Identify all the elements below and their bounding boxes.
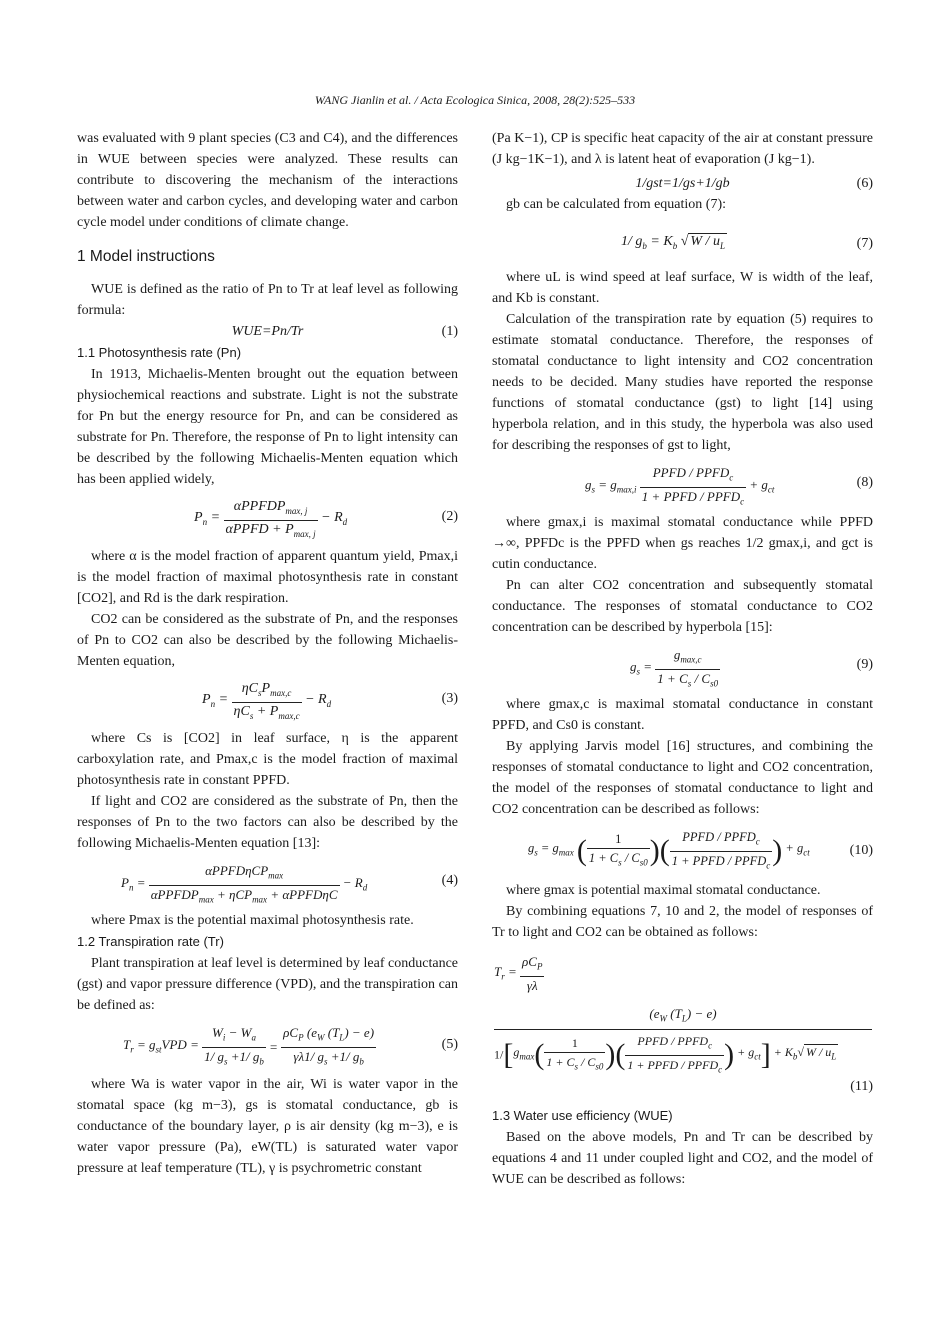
running-header: WANG Jianlin et al. / Acta Ecologica Sinica, 2008, 28(2):525–533 [314,93,636,107]
equation-4-number: (4) [441,873,458,888]
left-column [77,128,458,1179]
equation-4 [77,860,458,904]
equation-6 [492,173,873,194]
equation-5-number: (5) [441,1037,458,1052]
equation-11 [492,949,873,1099]
equation-10-formula: $g_s = g_{max}$ ( $\frac{1}{1 + C_s / C_{s0}}$ )( $\frac{PPFD / PPFD_c}{1 + PPFD / PPFD_c}$ ) + $g_{ct}$ [528,830,810,870]
subsection-heading-photosynthesis: 1.1 Photosynthesis rate (Pn) [77,345,242,360]
paragraph-co2-stomatal: Pn can alter CO2 concentration and subsequently stomatal conductance. The responses of stomatal conductance to CO2 concentration can be described by hyperbola [15]: [492,578,873,635]
equation-9-formula: $g_s$ = $\frac{g_{max,c}}{1 + C_s / C_{s0}}$ [630,647,719,689]
paragraph-eq7-definitions: where uL is wind speed at leaf surface, W is width of the leaf, and Kb is constant. [492,270,873,306]
equation-3-number: (3) [441,691,458,706]
section-heading-model-instructions: 1 Model instructions [77,248,215,265]
equation-11-formula: $T_r$ = $\frac{\rho C_P}{\gamma\lambda}$ ($e_W$ $(T_L) - e$) $1/[g_{max}$( $\frac{1}{1 + C_s / C_{s0}}$ )( $\frac{PPFD / PPFD_c}{1 + PPFD / PPFD_c}$ ) + $g_{ct}] + K_b√$ W / $u_L$ [494,953,872,1078]
paragraph-pmax-definition: where Pmax is the potential maximal photosynthesis rate. [91,913,414,928]
equation-10 [492,826,873,874]
paragraph-combining-equations: By combining equations 7, 10 and 2, the model of responses of Tr to light and CO2 can be obtained as follows: [492,904,873,940]
paragraph-continued-units: (Pa K−1), CP is specific heat capacity of the air at constant pressure (J kg−1K−1), and λ is latent heat of evaporation (J kg−1). [492,131,873,167]
paragraph-jarvis-model: By applying Jarvis model [16] structures, and combining the responses of stomatal conductance to light and CO2 concentration, the model of the responses of stomatal conductance to light and CO2 concentration can be described as follows: [492,739,873,817]
equation-9-number: (9) [856,657,873,672]
equation-8-formula: $g_s = g_{max,i}$ $\frac{PPFD / PPFD_c}{1 + PPFD / PPFD_c}$ + $g_{ct}$ [585,465,775,507]
paragraph-transpiration-intro: Plant transpiration at leaf level is determined by leaf conductance (gst) and vapor pressure difference (VPD), and the transpiration can be defined as: [77,956,458,1013]
subsection-heading-transpiration: 1.2 Transpiration rate (Tr) [77,934,224,949]
equation-10-number: (10) [849,843,873,858]
equation-1 [77,321,458,342]
equation-2-formula: $P_n$ = $\frac{\alpha PPFDP_{max, j}}{\alpha PPFD + P_{max, j}}$ − $R_d$ [194,499,348,539]
equation-2-number: (2) [441,509,458,524]
equation-3-formula: $P_n$ = $\frac{\eta C_sP_{max,c}}{\eta C_s + P_{max,c}}$ − $R_d$ [202,681,332,721]
paragraph-eq3-definitions: where Cs is [CO2] in leaf surface, η is the apparent carboxylation rate, and Pmax,c is the model fraction of maximal photosynthesis rate in constant PPFD. [77,731,458,788]
paragraph-wue-model: Based on the above models, Pn and Tr can be described by equations 4 and 11 under coupled light and CO2, and the model of WUE can be described as follows: [492,1130,873,1187]
paragraph-eq2-definitions: where α is the model fraction of apparent quantum yield, Pmax,i is the model fraction of maximal photosynthesis rate in constant [CO2], and Rd is the dark respiration. [77,549,458,606]
equation-8 [492,462,873,506]
paragraph-gb-calc: gb can be calculated from equation (7): [506,197,727,212]
equation-6-number: (6) [856,176,873,191]
paragraph-gmax-definition: where gmax is potential maximal stomatal conductance. [506,883,821,898]
intro-paragraph: was evaluated with 9 plant species (C3 and C4), and the differences in WUE between species were analyzed. These results can contribute to discovering the mechanism of the interactions between water and carbon cycles, and developing water and carbon cycle model under conditions of climate change. [77,131,458,230]
equation-6-body: 1/gst=1/gs+1/gb [635,176,730,191]
paragraph-eq5-definitions: where Wa is water vapor in the air, Wi is water vapor in the stomatal space (kg m−3), gs is stomatal conductance, gb is conductance of the boundary layer, ρ is air density (kg m−3), e is water vapor pressure (Pa), eW(TL) is saturated water vapor pressure at leaf temperature (TL), γ is psychrometric constant [77,1077,458,1176]
subsection-heading-wue: 1.3 Water use efficiency (WUE) [492,1108,673,1123]
paragraph-co2-substrate: CO2 can be considered as the substrate of Pn, and the responses of Pn to CO2 can also be described by the following Michaelis-Menten equation, [77,612,458,669]
equation-1-body: WUE=Pn/Tr [231,324,304,339]
equation-9 [492,644,873,688]
right-column [492,128,873,1190]
equation-5 [77,1022,458,1068]
equation-7-formula: 1/ $g_b = K_b$ √ W / $u_L$ [621,234,725,251]
equation-5-formula: $T_r = g_{st}VPD$ = $\frac{W_i - W_a}{1/ g_s +1/ g_b}$ = $\frac{\rho C_P (e_W (T_L) - e)}{\gamma\lambda 1/ g_s +1/ g_b}$ [123,1025,375,1067]
equation-8-number: (8) [856,475,873,490]
equation-3 [77,678,458,722]
paragraph-light-and-co2: If light and CO2 are considered as the substrate of Pn, then the responses of Pn to the two factors can also be described by the following Michaelis-Menten equation [13]: [77,794,458,851]
paragraph-stomatal-conductance: Calculation of the transpiration rate by equation (5) requires to estimate stomatal conductance. Therefore, the responses of stomatal conductance to light intensity and CO2 concentration needs to be decided. Many studies have reported the response functions of stomatal conductance (gst) to light [14] using hyperbola relation, and in this study, the hyperbola was also used for describing the responses of gst to light, [492,312,873,453]
equation-7 [492,221,873,261]
equation-7-number: (7) [856,236,873,251]
paragraph-eq9-definitions: where gmax,c is maximal stomatal conductance in constant PPFD, and Cs0 is constant. [492,697,873,733]
equation-2 [77,496,458,540]
paragraph-michaelis-menten: In 1913, Michaelis-Menten brought out the equation between physiochemical reactions and substrate. Light is not the substrate for Pn but the energy resource for Pn, and can be considered as substrate for Pn. Therefore, the response of Pn to light intensity can be described by the following Michaelis-Menten equation which has been applied widely, [77,367,458,487]
equation-11-number: (11) [850,1079,873,1094]
paragraph-wue-definition: WUE is defined as the ratio of Pn to Tr at leaf level as following formula: [77,282,458,318]
paragraph-eq8-definitions: where gmax,i is maximal stomatal conductance while PPFD →∞, PPFDc is the PPFD when gs reaches 1/2 gmax,i, and gct is cutin conductance. [492,515,873,572]
equation-4-formula: $P_n$ = $\frac{\alpha PPFD\eta CP_{max}}{\alpha PPFDP_{max} + \eta CP_{max} + \alpha PPFD\eta C}$ − $R_d$ [121,863,368,905]
equation-1-number: (1) [441,324,458,339]
